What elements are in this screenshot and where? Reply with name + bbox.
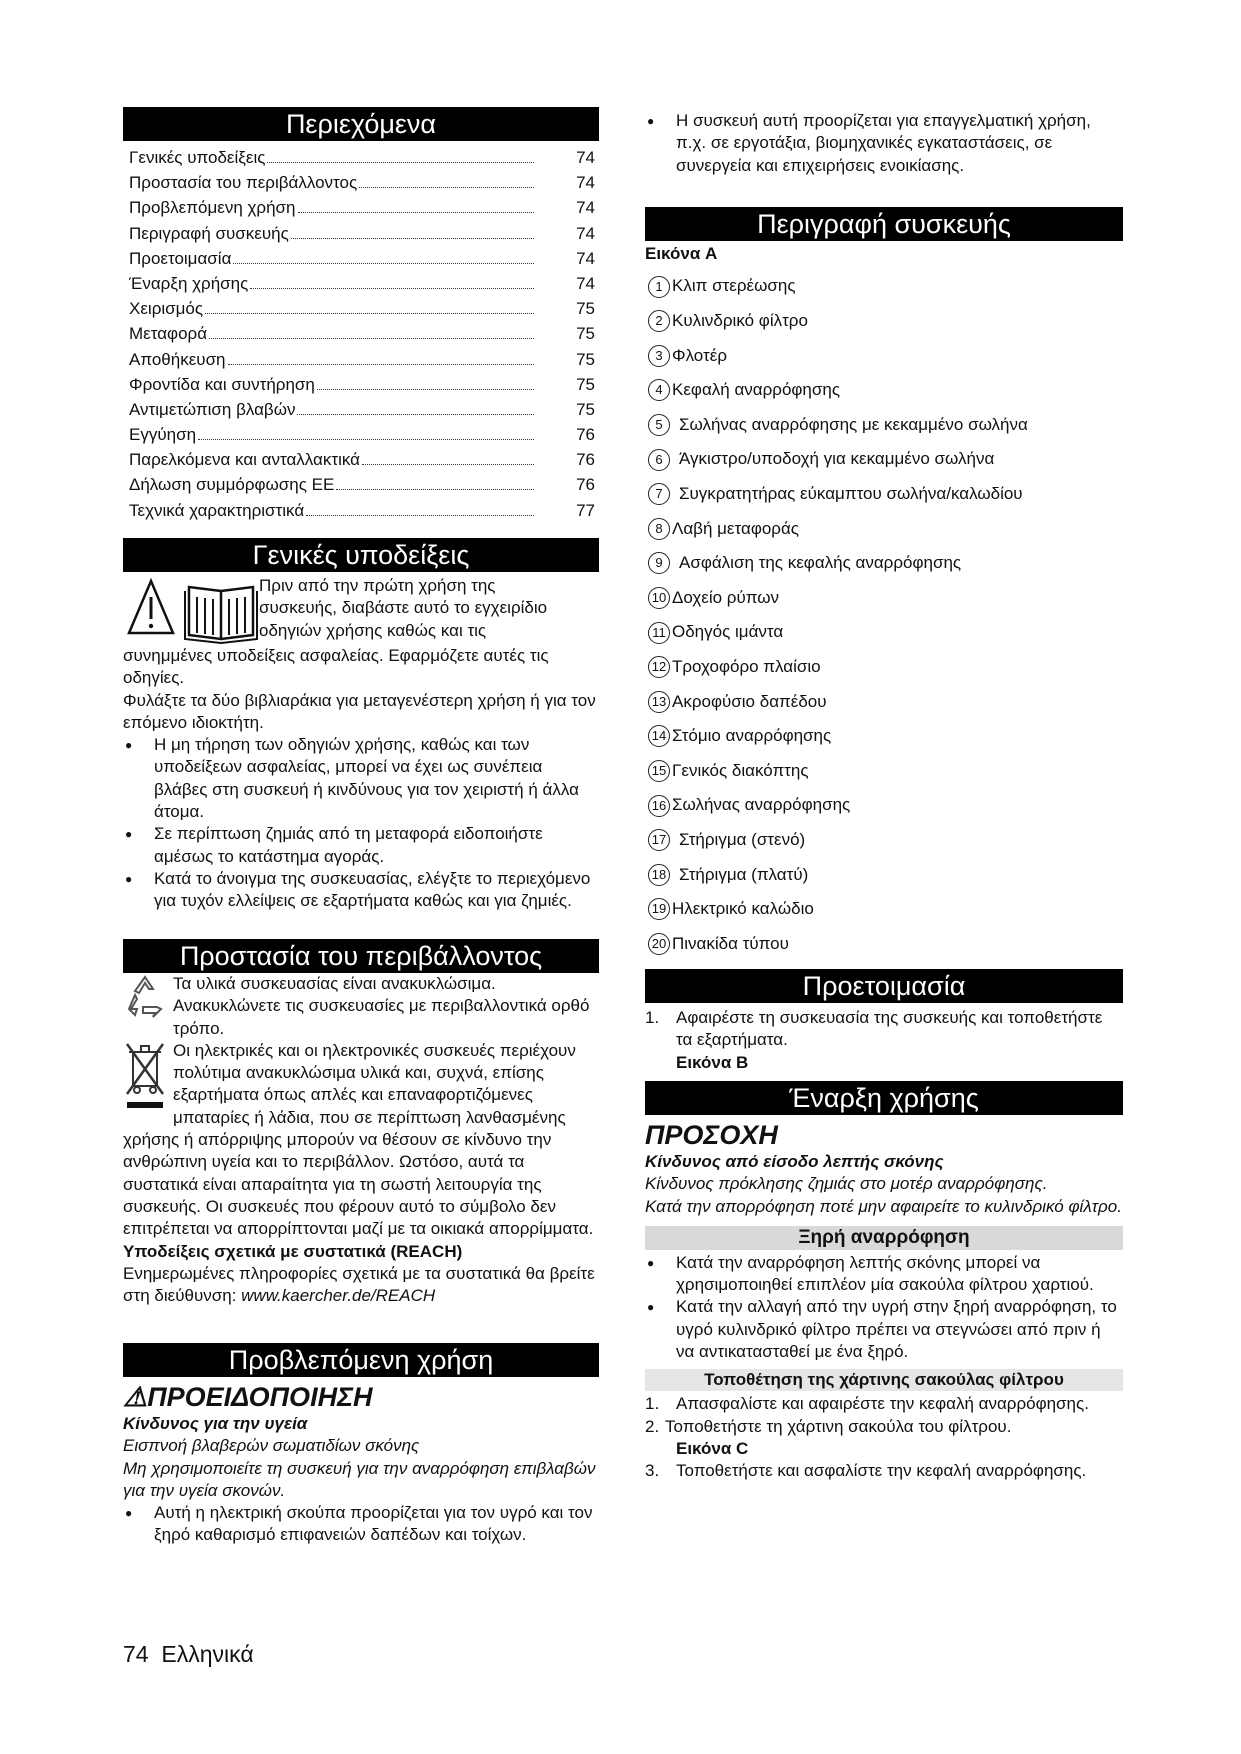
toc-entry[interactable] <box>123 422 599 447</box>
part-number-badge: 14 <box>648 725 670 747</box>
list-item <box>645 511 1123 546</box>
bag-heading: Τοποθέτηση της χάρτινης σακούλας φίλτρου <box>645 1369 1123 1391</box>
reach-link[interactable]: www.kaercher.de/REACH <box>241 1286 436 1306</box>
toc-entry-label: Προβλεπόμενη χρήση <box>129 198 296 218</box>
toc-entry-label: Χειρισμός <box>129 299 204 319</box>
page-number: 74 <box>123 1641 149 1667</box>
toc-entry-page: 75 <box>576 374 595 394</box>
part-number-badge: 4 <box>648 379 670 401</box>
part-number-badge: 1 <box>648 276 670 298</box>
part-number-badge: 5 <box>648 414 670 436</box>
toc-entry-label: Έναρξη χρήσης <box>129 273 249 293</box>
list-item: 1. Απασφαλίστε και αφαιρέστε την κεφαλή αναρρόφησης. <box>645 1394 1089 1414</box>
language-label: Ελληνικά <box>161 1641 254 1667</box>
weee-text: Οι ηλεκτρικές και οι ηλεκτρονικές συσκευές περιέχουν πολύτιμα ανακυκλώσιμα υλικά και, συχνά, επίσης εξαρτήματα όπως απλές και επαναφορτιζόμενες μπαταρίες ή λάδια, που σε περίπτωση λανθασμένης χρήσης ή απόρριψης μπορούν να θέσουν σε κίνδυνο την ανθρώπινη υγεία και το περιβάλλον. Ωστόσο, αυτά τα συστατικά είναι απαραίτητα για τη σωστή λειτουργία της συσκευής. Οι συσκευές που φέρουν αυτό το σύμβολο δεν επιτρέπεται να απορρίπτονται μαζί με τα οικιακά απορρίμματα. <box>123 1040 594 1239</box>
toc-leader-dots <box>359 187 534 188</box>
dry-heading: Ξηρή αναρρόφηση <box>645 1226 1123 1250</box>
list-item <box>645 373 1123 408</box>
part-label: Οδηγός ιμάντα <box>672 622 784 642</box>
part-number-badge: 11 <box>648 622 670 644</box>
list-item <box>645 823 1123 858</box>
startup-heading: Έναρξη χρήσης <box>645 1081 1123 1115</box>
toc-leader-dots <box>250 288 534 289</box>
list-item <box>645 546 1123 581</box>
list-item <box>645 477 1123 512</box>
toc-entry-label: Προετοιμασία <box>129 248 232 268</box>
toc-leader-dots <box>267 162 534 163</box>
reach-text-body: Ενημερωμένες πληροφορίες σχετικά με τα συστατικά θα βρείτε στη διεύθυνση: <box>123 1263 595 1306</box>
part-label: Ηλεκτρικό καλώδιο <box>672 899 814 919</box>
toc-entry-label: Παρελκόμενα και ανταλλακτικά <box>129 450 360 470</box>
part-number-badge: 16 <box>648 795 670 817</box>
part-number-badge: 20 <box>648 933 670 955</box>
safety-icons <box>123 575 259 645</box>
figure-a-label: Εικόνα A <box>645 244 718 263</box>
warning-and-manual-icon <box>123 575 259 645</box>
toc-entry[interactable] <box>123 145 599 170</box>
toc-entry[interactable] <box>123 246 599 271</box>
toc-entry[interactable] <box>123 447 599 472</box>
list-item: ● Κατά την αλλαγή από την υγρή στην ξηρή αναρρόφηση, το υγρό κυλινδρικό φίλτρο πρέπει να στεγνώσει από πριν ή να αντικατασταθεί με ένα ξηρό. <box>645 1296 1123 1363</box>
part-number-badge: 3 <box>648 345 670 367</box>
toc-entry-page: 74 <box>576 248 595 268</box>
part-number-badge: 2 <box>648 310 670 332</box>
toc-leader-dots <box>233 263 534 264</box>
part-label: Κυλινδρικό φίλτρο <box>672 311 808 331</box>
list-item <box>645 304 1123 339</box>
part-label: Κλιπ στερέωσης <box>672 276 796 296</box>
toc-entry-page: 74 <box>576 148 595 167</box>
part-label: Λαβή μεταφοράς <box>672 518 799 538</box>
risk-line2: Κατά την απορρόφηση ποτέ μην αφαιρείτε το κυλινδρικό φίλτρο. <box>645 1196 1122 1216</box>
toc-leader-dots <box>336 489 534 490</box>
list-item: 2. Τοποθετήστε τη χάρτινη σακούλα του φίλτρου. <box>645 1416 1012 1436</box>
part-label: Κεφαλή αναρρόφησης <box>672 380 841 400</box>
part-label: Ασφάλιση της κεφαλής αναρρόφησης <box>679 553 962 573</box>
list-item <box>645 892 1123 927</box>
toc-entry-page: 75 <box>576 349 595 369</box>
toc-leader-dots <box>362 464 534 465</box>
reach-text <box>123 1263 599 1308</box>
risk-line1: Κίνδυνος πρόκλησης ζημιάς στο μοτέρ αναρρόφησης. <box>645 1174 1048 1194</box>
toc-leader-dots <box>228 364 534 365</box>
parts-list <box>645 269 1123 961</box>
caution-title: ΠΡΟΣΟΧΗ <box>645 1120 778 1150</box>
general-keep-text: Φυλάξτε τα δύο βιβλιαράκια για μεταγενέστερη χρήση ή για τον επόμενο ιδιοκτήτη. <box>123 690 596 732</box>
list-item: ● Αυτή η ηλεκτρική σκούπα προορίζεται για τον υγρό και τον ξηρό καθαρισμό επιφανειών δαπέδων και τοίχων. <box>123 1502 599 1547</box>
toc-leader-dots <box>198 439 534 440</box>
part-number-badge: 19 <box>648 898 670 920</box>
environment-heading: Προστασία του περιβάλλοντος <box>123 939 599 973</box>
hazard-title: Κίνδυνος για την υγεία <box>123 1414 308 1433</box>
toc-entry[interactable] <box>123 397 599 422</box>
general-intro-line2: συσκευής, διαβάστε αυτό το εγχειρίδιο <box>259 598 548 618</box>
toc-entry-page: 74 <box>576 273 595 293</box>
toc-leader-dots <box>291 238 534 239</box>
list-item <box>645 408 1123 443</box>
list-item <box>645 719 1123 754</box>
toc-entry-page: 75 <box>576 299 595 319</box>
list-item: ● Κατά το άνοιγμα της συσκευασίας, ελέγξτε το περιεχόμενο για τυχόν ελλείψεις σε εξαρτήματα καθώς και για ζημιές. <box>123 868 599 913</box>
toc-leader-dots <box>306 515 534 516</box>
part-label: Στήριγμα (στενό) <box>679 829 806 849</box>
general-heading: Γενικές υποδείξεις <box>123 538 599 572</box>
part-label: Γενικός διακόπτης <box>672 760 809 780</box>
toc-entry-label: Τεχνικά χαρακτηριστικά <box>129 500 305 520</box>
toc-entry-page: 74 <box>576 223 595 243</box>
list-item: ● Η συσκευή αυτή προορίζεται για επαγγελματική χρήση, π.χ. σε εργοτάξια, βιομηχανικές εγκαταστάσεις, σε συνεργεία και επιχειρήσεις ενοικίασης. <box>645 110 1123 177</box>
list-item <box>645 615 1123 650</box>
part-label: Σωλήνας αναρρόφησης <box>672 795 851 815</box>
toc-entry-label: Εγγύηση <box>129 425 197 445</box>
part-label: Συγκρατητήρας εύκαμπτου σωλήνα/καλωδίου <box>679 484 1023 503</box>
hazard-line1: Εισπνοή βλαβερών σωματιδίων σκόνης <box>123 1436 420 1456</box>
general-intro-rest: συνημμένες υποδείξεις ασφαλείας. Εφαρμόζετε αυτές τις οδηγίες. <box>123 646 549 688</box>
figure-c-label: Εικόνα C <box>676 1438 749 1458</box>
toc-entry[interactable] <box>123 221 599 246</box>
part-number-badge: 7 <box>648 483 670 505</box>
table-of-contents <box>123 145 599 523</box>
toc-entry[interactable] <box>123 347 599 372</box>
page-footer <box>123 1640 254 1668</box>
recycle-text: Τα υλικά συσκευασίας είναι ανακυκλώσιμα. Ανακυκλώνετε τις συσκευασίες με περιβαλλοντικά ορθό τρόπο. <box>173 974 590 1038</box>
part-number-badge: 15 <box>648 760 670 782</box>
list-item: 3. Τοποθετήστε και ασφαλίστε την κεφαλή αναρρόφησης. <box>645 1461 1087 1481</box>
toc-entry[interactable] <box>123 321 599 346</box>
part-number-badge: 6 <box>648 449 670 471</box>
part-label: Στόμιο αναρρόφησης <box>672 726 832 746</box>
part-label: Σωλήνας αναρρόφησης με κεκαμμένο σωλήνα <box>679 414 1028 434</box>
toc-entry-label: Αντιμετώπιση βλαβών <box>129 399 296 419</box>
reach-title: Υποδείξεις σχετικά με συστατικά (REACH) <box>123 1241 463 1261</box>
part-number-badge: 9 <box>648 552 670 574</box>
toc-entry[interactable] <box>123 271 599 296</box>
toc-leader-dots <box>205 313 534 314</box>
toc-entry-page: 75 <box>576 399 595 419</box>
preparation-heading: Προετοιμασία <box>645 969 1123 1003</box>
part-number-badge: 12 <box>648 656 670 678</box>
part-label: Ακροφύσιο δαπέδου <box>672 691 827 711</box>
part-label: Δοχείο ρύπων <box>672 587 780 607</box>
list-item: ● Κατά την αναρρόφηση λεπτής σκόνης μπορεί να χρησιμοποιηθεί επιπλέον μία σακούλα φίλτρου χαρτιού. <box>645 1252 1123 1297</box>
part-label: Στήριγμα (πλατύ) <box>679 864 809 884</box>
toc-heading: Περιεχόμενα <box>123 107 599 141</box>
part-label: Τροχοφόρο πλαίσιο <box>672 656 821 676</box>
part-number-badge: 8 <box>648 518 670 540</box>
part-number-badge: 18 <box>648 864 670 886</box>
list-item <box>645 857 1123 892</box>
list-item <box>645 927 1123 962</box>
toc-entry-page: 74 <box>576 198 595 218</box>
toc-entry-page: 76 <box>576 475 595 495</box>
list-item <box>645 754 1123 789</box>
warning-title: ⚠ΠΡΟΕΙΔΟΠΟΙΗΣΗ <box>123 1382 373 1412</box>
toc-leader-dots <box>209 338 534 339</box>
list-item <box>645 684 1123 719</box>
list-item <box>645 650 1123 685</box>
general-intro-line1: Πριν από την πρώτη χρήση της <box>259 576 496 595</box>
toc-entry-label: Γενικές υποδείξεις <box>129 148 266 167</box>
figure-b-label: Εικόνα B <box>676 1052 749 1072</box>
list-item <box>645 269 1123 304</box>
list-item <box>645 581 1123 616</box>
toc-entry-label: Περιγραφή συσκευής <box>129 223 289 243</box>
hazard-line2: Μη χρησιμοποιείτε τη συσκευή για την αναρρόφηση επιβλαβών για την υγεία σκονών. <box>123 1458 596 1500</box>
toc-entry[interactable] <box>123 170 599 195</box>
toc-leader-dots <box>297 414 534 415</box>
risk-title: Κίνδυνος από είσοδο λεπτής σκόνης <box>645 1152 944 1171</box>
part-number-badge: 13 <box>648 691 670 713</box>
toc-entry-label: Αποθήκευση <box>129 349 226 369</box>
toc-entry[interactable] <box>123 195 599 220</box>
part-number-badge: 17 <box>648 829 670 851</box>
intended-use-heading: Προβλεπόμενη χρήση <box>123 1343 599 1377</box>
toc-entry-page: 77 <box>576 500 595 520</box>
part-number-badge: 10 <box>648 587 670 609</box>
recycle-icon <box>123 973 173 1033</box>
toc-entry[interactable] <box>123 296 599 321</box>
toc-entry-page: 76 <box>576 425 595 445</box>
toc-entry[interactable] <box>123 372 599 397</box>
toc-leader-dots <box>298 212 535 213</box>
toc-entry-page: 74 <box>576 173 595 193</box>
general-intro-line3: οδηγιών χρήσης καθώς και τις <box>259 620 487 640</box>
toc-entry-label: Προστασία του περιβάλλοντος <box>129 173 358 193</box>
toc-entry-label: Δήλωση συμμόρφωσης ΕΕ <box>129 475 335 495</box>
toc-entry-page: 76 <box>576 450 595 470</box>
list-item <box>645 442 1123 477</box>
part-label: Άγκιστρο/υποδοχή για κεκαμμένο σωλήνα <box>679 449 995 469</box>
toc-leader-dots <box>317 389 534 390</box>
part-label: Πινακίδα τύπου <box>672 933 789 953</box>
list-item: ● Η μη τήρηση των οδηγιών χρήσης, καθώς και των υποδείξεων ασφαλείας, μπορεί να έχει ως συνέπεια βλάβες στη συσκευή ή κινδύνους για τον χειριστή ή άλλα άτομα. <box>123 734 599 823</box>
description-heading: Περιγραφή συσκευής <box>645 207 1123 241</box>
toc-entry[interactable] <box>123 472 599 497</box>
toc-entry-label: Μεταφορά <box>129 324 208 344</box>
toc-entry-page: 75 <box>576 324 595 344</box>
list-item <box>645 788 1123 823</box>
list-item: ● Σε περίπτωση ζημιάς από τη μεταφορά ειδοποιήστε αμέσως το κατάστημα αγοράς. <box>123 823 599 868</box>
part-label: Φλοτέρ <box>672 345 727 365</box>
weee-bin-icon <box>123 1040 173 1128</box>
toc-entry-label: Φροντίδα και συντήρηση <box>129 374 315 394</box>
toc-entry[interactable] <box>123 498 599 523</box>
list-item <box>645 338 1123 373</box>
list-item: 1. Αφαιρέστε τη συσκευασία της συσκευής και τοποθετήστε τα εξαρτήματα. <box>645 1008 1103 1050</box>
warning-icon: ⚠ <box>123 1382 148 1412</box>
